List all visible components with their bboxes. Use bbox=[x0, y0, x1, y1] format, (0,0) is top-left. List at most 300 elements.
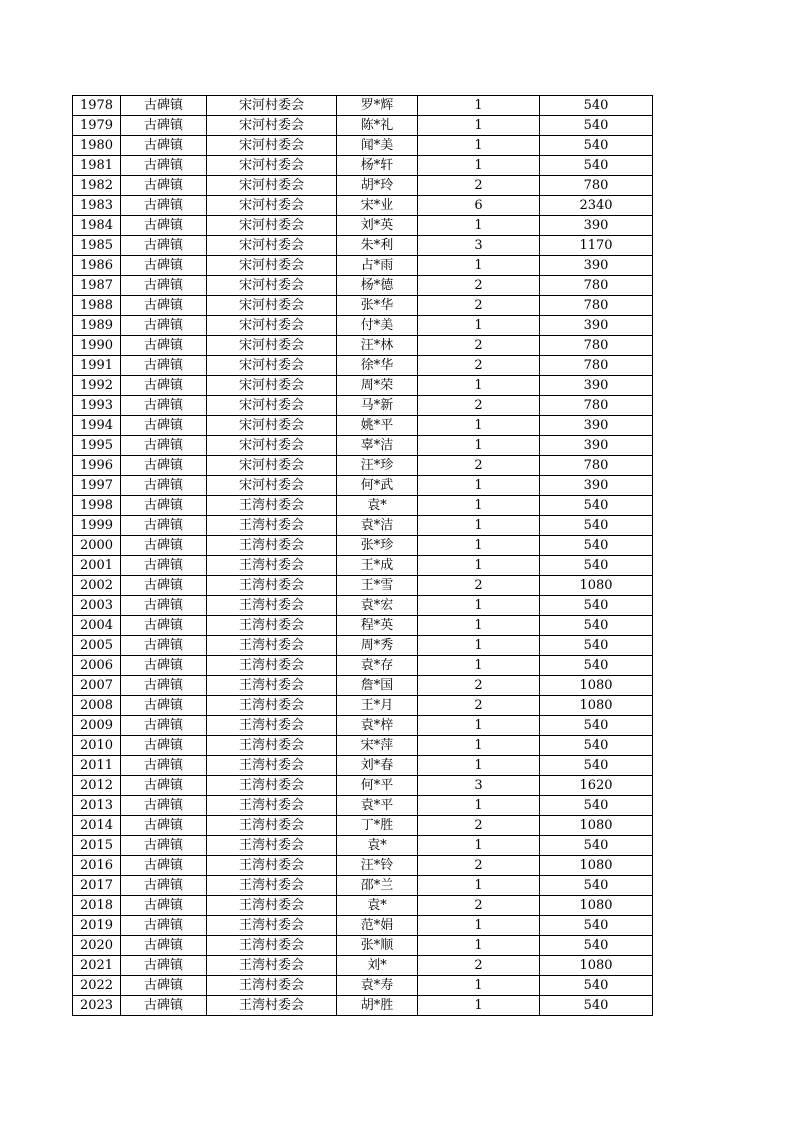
village-committee-cell: 宋河村委会 bbox=[207, 316, 337, 336]
row-number-cell: 1994 bbox=[73, 416, 121, 436]
count-cell: 2 bbox=[418, 856, 540, 876]
count-cell: 1 bbox=[418, 656, 540, 676]
name-cell: 袁*梓 bbox=[337, 716, 418, 736]
amount-cell: 780 bbox=[540, 356, 653, 376]
table-row bbox=[73, 936, 653, 956]
name-cell: 袁* bbox=[337, 496, 418, 516]
village-committee-cell: 宋河村委会 bbox=[207, 296, 337, 316]
count-cell: 1 bbox=[418, 596, 540, 616]
count-cell: 2 bbox=[418, 576, 540, 596]
count-cell: 1 bbox=[418, 876, 540, 896]
village-committee-cell: 王湾村委会 bbox=[207, 876, 337, 896]
name-cell: 姚*平 bbox=[337, 416, 418, 436]
table-row bbox=[73, 116, 653, 136]
town-cell: 古碑镇 bbox=[121, 316, 207, 336]
village-committee-cell: 宋河村委会 bbox=[207, 176, 337, 196]
town-cell: 古碑镇 bbox=[121, 436, 207, 456]
count-cell: 2 bbox=[418, 676, 540, 696]
table-row bbox=[73, 516, 653, 536]
village-committee-cell: 王湾村委会 bbox=[207, 616, 337, 636]
row-number-cell: 2004 bbox=[73, 616, 121, 636]
amount-cell: 1080 bbox=[540, 676, 653, 696]
table-row bbox=[73, 576, 653, 596]
town-cell: 古碑镇 bbox=[121, 556, 207, 576]
count-cell: 2 bbox=[418, 956, 540, 976]
row-number-cell: 1997 bbox=[73, 476, 121, 496]
table-row bbox=[73, 216, 653, 236]
town-cell: 古碑镇 bbox=[121, 936, 207, 956]
row-number-cell: 2008 bbox=[73, 696, 121, 716]
row-number-cell: 2022 bbox=[73, 976, 121, 996]
name-cell: 胡*胜 bbox=[337, 996, 418, 1016]
town-cell: 古碑镇 bbox=[121, 636, 207, 656]
table-row bbox=[73, 536, 653, 556]
amount-cell: 1080 bbox=[540, 956, 653, 976]
count-cell: 1 bbox=[418, 976, 540, 996]
amount-cell: 780 bbox=[540, 396, 653, 416]
table-row bbox=[73, 416, 653, 436]
village-committee-cell: 王湾村委会 bbox=[207, 576, 337, 596]
town-cell: 古碑镇 bbox=[121, 156, 207, 176]
row-number-cell: 1986 bbox=[73, 256, 121, 276]
town-cell: 古碑镇 bbox=[121, 896, 207, 916]
town-cell: 古碑镇 bbox=[121, 796, 207, 816]
table-row bbox=[73, 196, 653, 216]
table-row bbox=[73, 896, 653, 916]
name-cell: 袁* bbox=[337, 836, 418, 856]
town-cell: 古碑镇 bbox=[121, 656, 207, 676]
amount-cell: 540 bbox=[540, 836, 653, 856]
amount-cell: 390 bbox=[540, 416, 653, 436]
town-cell: 古碑镇 bbox=[121, 276, 207, 296]
village-committee-cell: 宋河村委会 bbox=[207, 396, 337, 416]
table-row bbox=[73, 956, 653, 976]
name-cell: 胡*玲 bbox=[337, 176, 418, 196]
name-cell: 杨*德 bbox=[337, 276, 418, 296]
town-cell: 古碑镇 bbox=[121, 956, 207, 976]
row-number-cell: 2019 bbox=[73, 916, 121, 936]
row-number-cell: 1993 bbox=[73, 396, 121, 416]
row-number-cell: 2018 bbox=[73, 896, 121, 916]
village-committee-cell: 王湾村委会 bbox=[207, 536, 337, 556]
name-cell: 付*美 bbox=[337, 316, 418, 336]
table-row bbox=[73, 556, 653, 576]
table-row bbox=[73, 736, 653, 756]
table-row bbox=[73, 356, 653, 376]
row-number-cell: 2000 bbox=[73, 536, 121, 556]
town-cell: 古碑镇 bbox=[121, 676, 207, 696]
count-cell: 2 bbox=[418, 816, 540, 836]
amount-cell: 1080 bbox=[540, 816, 653, 836]
count-cell: 1 bbox=[418, 996, 540, 1016]
row-number-cell: 1995 bbox=[73, 436, 121, 456]
town-cell: 古碑镇 bbox=[121, 196, 207, 216]
town-cell: 古碑镇 bbox=[121, 116, 207, 136]
count-cell: 2 bbox=[418, 896, 540, 916]
row-number-cell: 1980 bbox=[73, 136, 121, 156]
village-committee-cell: 王湾村委会 bbox=[207, 516, 337, 536]
row-number-cell: 1981 bbox=[73, 156, 121, 176]
amount-cell: 540 bbox=[540, 96, 653, 116]
row-number-cell: 1989 bbox=[73, 316, 121, 336]
count-cell: 1 bbox=[418, 416, 540, 436]
row-number-cell: 2011 bbox=[73, 756, 121, 776]
name-cell: 张*华 bbox=[337, 296, 418, 316]
name-cell: 宋*萍 bbox=[337, 736, 418, 756]
table-row bbox=[73, 276, 653, 296]
row-number-cell: 2016 bbox=[73, 856, 121, 876]
town-cell: 古碑镇 bbox=[121, 856, 207, 876]
town-cell: 古碑镇 bbox=[121, 476, 207, 496]
row-number-cell: 2003 bbox=[73, 596, 121, 616]
row-number-cell: 2023 bbox=[73, 996, 121, 1016]
amount-cell: 390 bbox=[540, 376, 653, 396]
name-cell: 范*娟 bbox=[337, 916, 418, 936]
name-cell: 何*平 bbox=[337, 776, 418, 796]
count-cell: 1 bbox=[418, 516, 540, 536]
name-cell: 汪*铃 bbox=[337, 856, 418, 876]
amount-cell: 540 bbox=[540, 516, 653, 536]
village-committee-cell: 宋河村委会 bbox=[207, 456, 337, 476]
amount-cell: 390 bbox=[540, 256, 653, 276]
village-committee-cell: 王湾村委会 bbox=[207, 976, 337, 996]
town-cell: 古碑镇 bbox=[121, 776, 207, 796]
town-cell: 古碑镇 bbox=[121, 256, 207, 276]
count-cell: 3 bbox=[418, 236, 540, 256]
name-cell: 闻*美 bbox=[337, 136, 418, 156]
row-number-cell: 2017 bbox=[73, 876, 121, 896]
name-cell: 刘*春 bbox=[337, 756, 418, 776]
row-number-cell: 2012 bbox=[73, 776, 121, 796]
count-cell: 2 bbox=[418, 296, 540, 316]
town-cell: 古碑镇 bbox=[121, 176, 207, 196]
name-cell: 杨*轩 bbox=[337, 156, 418, 176]
amount-cell: 1080 bbox=[540, 696, 653, 716]
table-row bbox=[73, 856, 653, 876]
row-number-cell: 2002 bbox=[73, 576, 121, 596]
amount-cell: 540 bbox=[540, 876, 653, 896]
table-row bbox=[73, 396, 653, 416]
name-cell: 张*珍 bbox=[337, 536, 418, 556]
amount-cell: 540 bbox=[540, 136, 653, 156]
town-cell: 古碑镇 bbox=[121, 976, 207, 996]
amount-cell: 540 bbox=[540, 556, 653, 576]
row-number-cell: 2021 bbox=[73, 956, 121, 976]
count-cell: 2 bbox=[418, 336, 540, 356]
count-cell: 3 bbox=[418, 776, 540, 796]
count-cell: 1 bbox=[418, 536, 540, 556]
town-cell: 古碑镇 bbox=[121, 356, 207, 376]
count-cell: 1 bbox=[418, 796, 540, 816]
table-row bbox=[73, 316, 653, 336]
name-cell: 徐*华 bbox=[337, 356, 418, 376]
name-cell: 周*秀 bbox=[337, 636, 418, 656]
village-committee-cell: 宋河村委会 bbox=[207, 356, 337, 376]
row-number-cell: 2015 bbox=[73, 836, 121, 856]
village-committee-cell: 王湾村委会 bbox=[207, 736, 337, 756]
row-number-cell: 2010 bbox=[73, 736, 121, 756]
row-number-cell: 1988 bbox=[73, 296, 121, 316]
village-committee-cell: 王湾村委会 bbox=[207, 836, 337, 856]
name-cell: 袁*寿 bbox=[337, 976, 418, 996]
amount-cell: 390 bbox=[540, 316, 653, 336]
row-number-cell: 2001 bbox=[73, 556, 121, 576]
amount-cell: 1170 bbox=[540, 236, 653, 256]
town-cell: 古碑镇 bbox=[121, 216, 207, 236]
table-row bbox=[73, 596, 653, 616]
town-cell: 古碑镇 bbox=[121, 136, 207, 156]
village-committee-cell: 宋河村委会 bbox=[207, 336, 337, 356]
amount-cell: 540 bbox=[540, 536, 653, 556]
name-cell: 马*新 bbox=[337, 396, 418, 416]
row-number-cell: 1985 bbox=[73, 236, 121, 256]
count-cell: 1 bbox=[418, 716, 540, 736]
village-committee-cell: 王湾村委会 bbox=[207, 596, 337, 616]
count-cell: 1 bbox=[418, 216, 540, 236]
town-cell: 古碑镇 bbox=[121, 536, 207, 556]
count-cell: 1 bbox=[418, 496, 540, 516]
town-cell: 古碑镇 bbox=[121, 376, 207, 396]
name-cell: 陈*礼 bbox=[337, 116, 418, 136]
name-cell: 王*月 bbox=[337, 696, 418, 716]
name-cell: 袁*存 bbox=[337, 656, 418, 676]
town-cell: 古碑镇 bbox=[121, 736, 207, 756]
name-cell: 占*雨 bbox=[337, 256, 418, 276]
village-committee-cell: 王湾村委会 bbox=[207, 696, 337, 716]
amount-cell: 540 bbox=[540, 796, 653, 816]
row-number-cell: 2013 bbox=[73, 796, 121, 816]
town-cell: 古碑镇 bbox=[121, 836, 207, 856]
village-committee-cell: 王湾村委会 bbox=[207, 896, 337, 916]
town-cell: 古碑镇 bbox=[121, 616, 207, 636]
village-committee-cell: 王湾村委会 bbox=[207, 936, 337, 956]
amount-cell: 540 bbox=[540, 716, 653, 736]
row-number-cell: 1990 bbox=[73, 336, 121, 356]
amount-cell: 540 bbox=[540, 736, 653, 756]
village-committee-cell: 王湾村委会 bbox=[207, 756, 337, 776]
table-row bbox=[73, 756, 653, 776]
village-committee-cell: 王湾村委会 bbox=[207, 856, 337, 876]
table-row bbox=[73, 836, 653, 856]
row-number-cell: 1984 bbox=[73, 216, 121, 236]
table-row bbox=[73, 96, 653, 116]
amount-cell: 540 bbox=[540, 936, 653, 956]
town-cell: 古碑镇 bbox=[121, 816, 207, 836]
village-committee-cell: 宋河村委会 bbox=[207, 256, 337, 276]
amount-cell: 390 bbox=[540, 436, 653, 456]
village-committee-cell: 王湾村委会 bbox=[207, 816, 337, 836]
table-row bbox=[73, 296, 653, 316]
amount-cell: 540 bbox=[540, 616, 653, 636]
row-number-cell: 2005 bbox=[73, 636, 121, 656]
amount-cell: 780 bbox=[540, 296, 653, 316]
village-committee-cell: 王湾村委会 bbox=[207, 956, 337, 976]
table-row bbox=[73, 676, 653, 696]
table-row bbox=[73, 376, 653, 396]
amount-cell: 540 bbox=[540, 916, 653, 936]
row-number-cell: 1998 bbox=[73, 496, 121, 516]
row-number-cell: 1996 bbox=[73, 456, 121, 476]
name-cell: 宋*业 bbox=[337, 196, 418, 216]
table-row bbox=[73, 236, 653, 256]
village-committee-cell: 王湾村委会 bbox=[207, 776, 337, 796]
town-cell: 古碑镇 bbox=[121, 596, 207, 616]
amount-cell: 540 bbox=[540, 596, 653, 616]
amount-cell: 390 bbox=[540, 216, 653, 236]
village-committee-cell: 王湾村委会 bbox=[207, 496, 337, 516]
count-cell: 1 bbox=[418, 736, 540, 756]
count-cell: 1 bbox=[418, 636, 540, 656]
village-committee-cell: 王湾村委会 bbox=[207, 556, 337, 576]
amount-cell: 540 bbox=[540, 996, 653, 1016]
town-cell: 古碑镇 bbox=[121, 496, 207, 516]
row-number-cell: 1987 bbox=[73, 276, 121, 296]
count-cell: 1 bbox=[418, 556, 540, 576]
town-cell: 古碑镇 bbox=[121, 576, 207, 596]
village-committee-cell: 王湾村委会 bbox=[207, 656, 337, 676]
row-number-cell: 1991 bbox=[73, 356, 121, 376]
row-number-cell: 1979 bbox=[73, 116, 121, 136]
name-cell: 袁* bbox=[337, 896, 418, 916]
name-cell: 王*成 bbox=[337, 556, 418, 576]
town-cell: 古碑镇 bbox=[121, 716, 207, 736]
town-cell: 古碑镇 bbox=[121, 756, 207, 776]
name-cell: 辜*洁 bbox=[337, 436, 418, 456]
count-cell: 1 bbox=[418, 136, 540, 156]
table-row bbox=[73, 876, 653, 896]
count-cell: 2 bbox=[418, 356, 540, 376]
count-cell: 1 bbox=[418, 756, 540, 776]
records-table bbox=[72, 95, 653, 1016]
table-row bbox=[73, 996, 653, 1016]
count-cell: 1 bbox=[418, 936, 540, 956]
row-number-cell: 2020 bbox=[73, 936, 121, 956]
town-cell: 古碑镇 bbox=[121, 416, 207, 436]
amount-cell: 1080 bbox=[540, 576, 653, 596]
count-cell: 2 bbox=[418, 176, 540, 196]
town-cell: 古碑镇 bbox=[121, 696, 207, 716]
village-committee-cell: 宋河村委会 bbox=[207, 196, 337, 216]
table-row bbox=[73, 256, 653, 276]
table-row bbox=[73, 816, 653, 836]
village-committee-cell: 宋河村委会 bbox=[207, 236, 337, 256]
count-cell: 1 bbox=[418, 616, 540, 636]
table-row bbox=[73, 496, 653, 516]
count-cell: 1 bbox=[418, 916, 540, 936]
village-committee-cell: 王湾村委会 bbox=[207, 636, 337, 656]
amount-cell: 390 bbox=[540, 476, 653, 496]
row-number-cell: 1982 bbox=[73, 176, 121, 196]
records-table-body bbox=[73, 96, 653, 1016]
row-number-cell: 1999 bbox=[73, 516, 121, 536]
count-cell: 1 bbox=[418, 316, 540, 336]
village-committee-cell: 宋河村委会 bbox=[207, 416, 337, 436]
name-cell: 袁*平 bbox=[337, 796, 418, 816]
amount-cell: 1620 bbox=[540, 776, 653, 796]
amount-cell: 1080 bbox=[540, 896, 653, 916]
name-cell: 刘* bbox=[337, 956, 418, 976]
town-cell: 古碑镇 bbox=[121, 516, 207, 536]
town-cell: 古碑镇 bbox=[121, 336, 207, 356]
village-committee-cell: 王湾村委会 bbox=[207, 916, 337, 936]
name-cell: 罗*辉 bbox=[337, 96, 418, 116]
village-committee-cell: 宋河村委会 bbox=[207, 96, 337, 116]
name-cell: 程*英 bbox=[337, 616, 418, 636]
village-committee-cell: 王湾村委会 bbox=[207, 796, 337, 816]
village-committee-cell: 王湾村委会 bbox=[207, 716, 337, 736]
village-committee-cell: 宋河村委会 bbox=[207, 116, 337, 136]
amount-cell: 1080 bbox=[540, 856, 653, 876]
village-committee-cell: 宋河村委会 bbox=[207, 276, 337, 296]
town-cell: 古碑镇 bbox=[121, 456, 207, 476]
count-cell: 2 bbox=[418, 696, 540, 716]
row-number-cell: 2009 bbox=[73, 716, 121, 736]
table-row bbox=[73, 336, 653, 356]
name-cell: 汪*林 bbox=[337, 336, 418, 356]
name-cell: 何*武 bbox=[337, 476, 418, 496]
table-row bbox=[73, 436, 653, 456]
table-row bbox=[73, 976, 653, 996]
count-cell: 2 bbox=[418, 396, 540, 416]
row-number-cell: 2007 bbox=[73, 676, 121, 696]
name-cell: 张*顺 bbox=[337, 936, 418, 956]
village-committee-cell: 王湾村委会 bbox=[207, 676, 337, 696]
amount-cell: 540 bbox=[540, 496, 653, 516]
amount-cell: 540 bbox=[540, 116, 653, 136]
name-cell: 袁*宏 bbox=[337, 596, 418, 616]
table-row bbox=[73, 916, 653, 936]
village-committee-cell: 王湾村委会 bbox=[207, 996, 337, 1016]
table-row bbox=[73, 476, 653, 496]
table-row bbox=[73, 656, 653, 676]
table-row bbox=[73, 716, 653, 736]
row-number-cell: 2014 bbox=[73, 816, 121, 836]
town-cell: 古碑镇 bbox=[121, 996, 207, 1016]
count-cell: 1 bbox=[418, 96, 540, 116]
village-committee-cell: 宋河村委会 bbox=[207, 436, 337, 456]
name-cell: 汪*珍 bbox=[337, 456, 418, 476]
row-number-cell: 2006 bbox=[73, 656, 121, 676]
count-cell: 1 bbox=[418, 256, 540, 276]
town-cell: 古碑镇 bbox=[121, 396, 207, 416]
row-number-cell: 1992 bbox=[73, 376, 121, 396]
amount-cell: 780 bbox=[540, 176, 653, 196]
table-row bbox=[73, 456, 653, 476]
table-row bbox=[73, 136, 653, 156]
name-cell: 邵*兰 bbox=[337, 876, 418, 896]
amount-cell: 540 bbox=[540, 156, 653, 176]
amount-cell: 780 bbox=[540, 276, 653, 296]
amount-cell: 540 bbox=[540, 976, 653, 996]
town-cell: 古碑镇 bbox=[121, 916, 207, 936]
table-row bbox=[73, 776, 653, 796]
town-cell: 古碑镇 bbox=[121, 876, 207, 896]
amount-cell: 540 bbox=[540, 656, 653, 676]
village-committee-cell: 宋河村委会 bbox=[207, 136, 337, 156]
table-row bbox=[73, 796, 653, 816]
count-cell: 1 bbox=[418, 376, 540, 396]
count-cell: 1 bbox=[418, 836, 540, 856]
row-number-cell: 1978 bbox=[73, 96, 121, 116]
amount-cell: 540 bbox=[540, 756, 653, 776]
name-cell: 詹*国 bbox=[337, 676, 418, 696]
table-row bbox=[73, 616, 653, 636]
count-cell: 2 bbox=[418, 276, 540, 296]
count-cell: 2 bbox=[418, 456, 540, 476]
count-cell: 6 bbox=[418, 196, 540, 216]
table-row bbox=[73, 156, 653, 176]
table-row bbox=[73, 696, 653, 716]
